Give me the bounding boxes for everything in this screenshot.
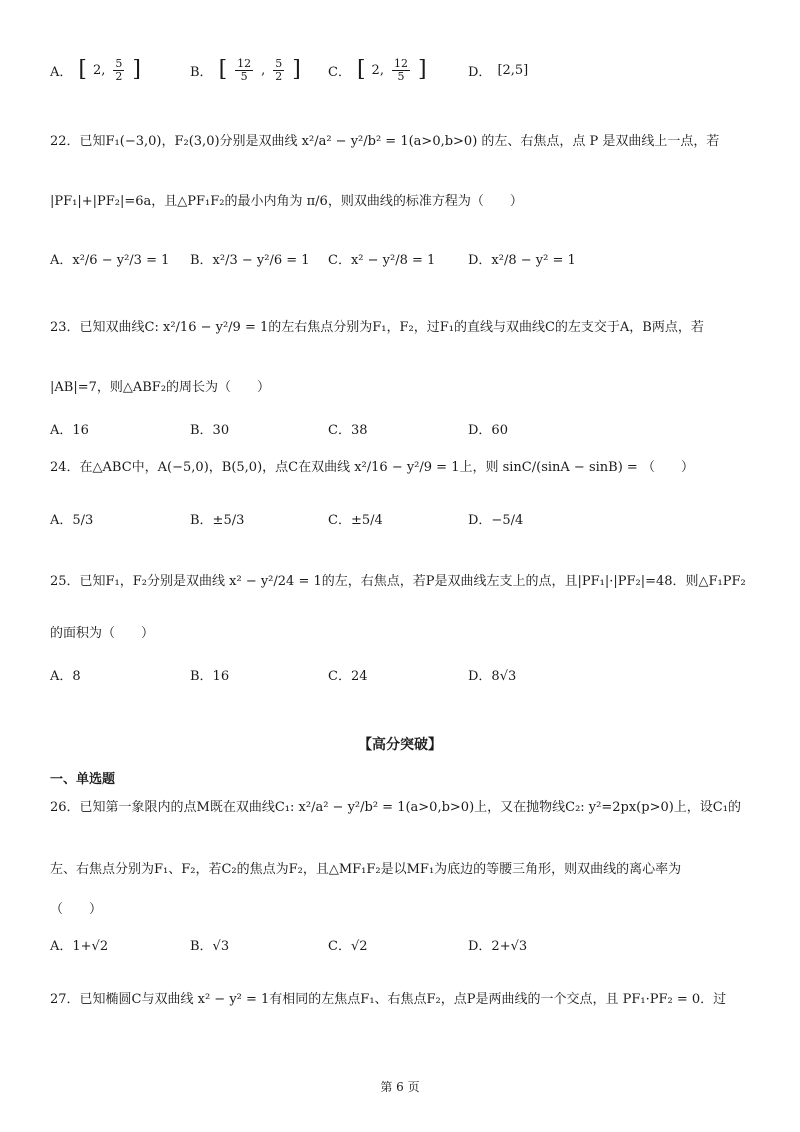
q25-option-d: D．8√3 (468, 668, 517, 684)
q22-option-c: C．x² − y²/8 = 1 (328, 252, 436, 268)
q23-line2: |AB|=7，则△ABF₂的周长为（ ） (50, 380, 271, 395)
q26-option-a: A．1+√2 (50, 938, 109, 954)
section-title: 【高分突破】 (358, 737, 442, 753)
q23-option-c: C．38 (328, 422, 368, 438)
q22-option-b: B．x²/3 − y²/6 = 1 (190, 252, 310, 268)
q26-line2: 左、右焦点分别为F₁、F₂，若C₂的焦点为F₂，且△MF₁F₂是以MF₁为底边的等腰三角形，则双曲线的离心率为 (50, 862, 682, 877)
q22-line1: 22．已知F₁(−3,0)，F₂(3,0)分别是双曲线 x²/a² − y²/b² = 1(a>0,b>0) 的左、右焦点，点 P 是双曲线上一点，若 (50, 134, 720, 149)
q23-options (50, 408, 760, 448)
q26-line3: （ ） (50, 902, 103, 917)
q22-options (50, 238, 760, 278)
q24-option-c: C．±5/4 (328, 512, 383, 528)
q24-option-d: D．−5/4 (468, 512, 524, 528)
q23-option-a: A．16 (50, 422, 89, 438)
q26-option-d: D．2+√3 (468, 938, 528, 954)
q25-options (50, 654, 760, 694)
q25-option-c: C．24 (328, 668, 368, 684)
q25-line2: 的面积为（ ） (50, 626, 155, 641)
q24-option-b: B．±5/3 (190, 512, 245, 528)
q24-options (50, 498, 760, 538)
q23-option-b: B．30 (190, 422, 230, 438)
q25-option-b: B．16 (190, 668, 230, 684)
q23-option-d: D．60 (468, 422, 508, 438)
q26-options (50, 924, 760, 964)
q25-option-a: A．8 (50, 668, 81, 684)
q21-option-d: D． [2,5] (468, 62, 529, 80)
q23-line1: 23．已知双曲线C: x²/16 − y²/9 = 1的左右焦点分别为F₁，F₂，过F₁的直线与双曲线C的左支交于A，B两点，若 (50, 320, 704, 335)
q24-option-a: A．5/3 (50, 512, 94, 528)
page-number: 第 6 页 (380, 1080, 420, 1094)
q21-options (50, 50, 760, 90)
q21-option-c: C． [ 2, $\frac{12}{5}$ ] (328, 56, 427, 83)
q22-line2: |PF₁|+|PF₂|=6a，且△PF₁F₂的最小内角为 π/6，则双曲线的标准方程为（ ） (50, 194, 523, 209)
q21-option-a: A． [ 2, $\frac{5}{2}$ ] (50, 56, 141, 83)
q21-option-b: B． [ $\frac{12}{5}$ , $\frac{5}{2}$ ] (190, 56, 301, 83)
q26-option-c: C．√2 (328, 938, 368, 954)
sub-title: 一、单选题 (50, 772, 116, 787)
q25-line1: 25．已知F₁，F₂分别是双曲线 x² − y²/24 = 1的左，右焦点，若P是双曲线左支上的点，且|PF₁|·|PF₂|=48．则△F₁PF₂ (50, 574, 746, 589)
q26-line1: 26．已知第一象限内的点M既在双曲线C₁: x²/a² − y²/b² = 1(a>0,b>0)上，又在抛物线C₂: y²=2px(p>0)上，设C₁的 (50, 800, 741, 815)
q22-option-a: A．x²/6 − y²/3 = 1 (50, 252, 170, 268)
q27-line1: 27．已知椭圆C与双曲线 x² − y² = 1有相同的左焦点F₁、右焦点F₂，点P是两曲线的一个交点，且 PF₁·PF₂ = 0．过 (50, 992, 727, 1007)
q24-line1: 24．在△ABC中，A(−5,0)，B(5,0)，点C在双曲线 x²/16 − y²/9 = 1上，则 sinC/(sinA − sinB) = （ ） (50, 460, 694, 475)
q22-option-d: D．x²/8 − y² = 1 (468, 252, 576, 268)
q26-option-b: B．√3 (190, 938, 230, 954)
